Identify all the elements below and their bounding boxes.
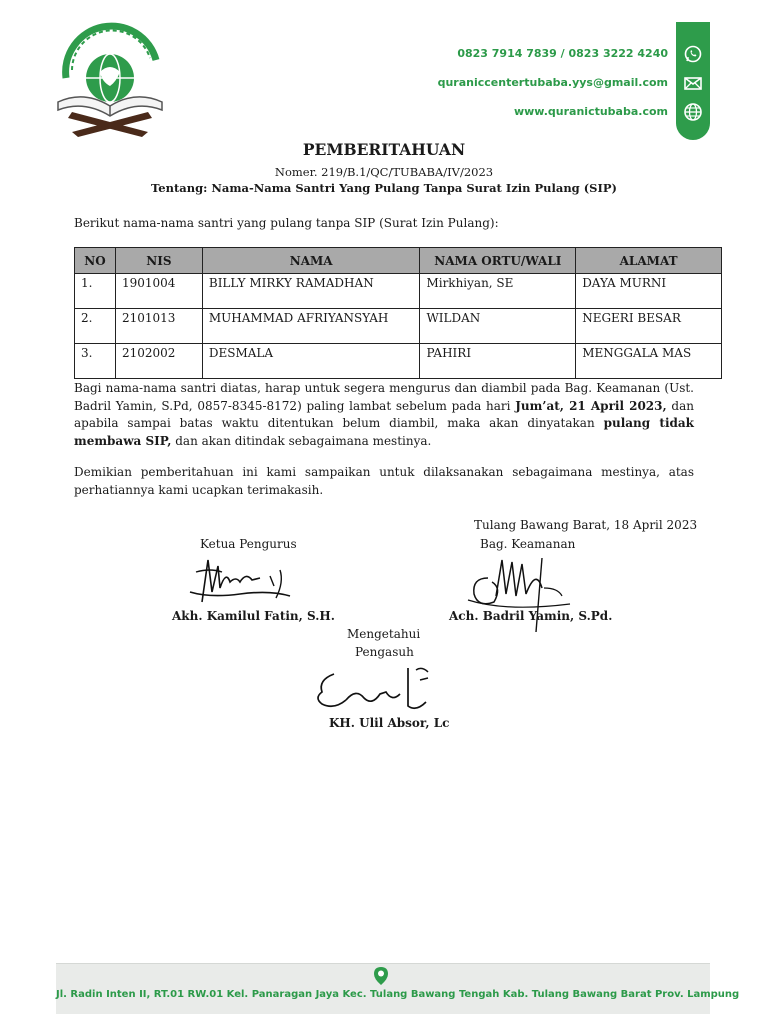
header-alamat: ALAMAT	[576, 248, 722, 274]
letter-subject: Tentang: Nama-Nama Santri Yang Pulang Tanpa Surat Izin Pulang (SIP)	[151, 181, 617, 195]
table-row	[75, 344, 722, 379]
location-pin-icon	[372, 966, 390, 986]
cell-nis: 1901004	[115, 274, 202, 309]
paragraph-text: Bagi nama-nama santri diatas, harap untuk segera mengurus dan diambil pada Bag. Keamanan (Ust. Badril Yamin, S.Pd, 0857-8345-8172) paling lambat sebelum pada hari	[74, 381, 694, 413]
place-date: Tulang Bawang Barat, 18 April 2023	[474, 518, 698, 532]
deadline-paragraph	[74, 380, 694, 450]
right-signer-name: Ach. Badril Yamin, S.Pd.	[449, 609, 613, 623]
left-signer-name: Akh. Kamilul Fatin, S.H.	[172, 609, 335, 623]
table-header-row	[75, 248, 722, 274]
closing-paragraph: Demikian pemberitahuan ini kami sampaikan untuk dilaksanakan sebagaimana mestinya, atas perhatiannya kami ucapkan terimakasih.	[74, 465, 694, 497]
cell-alamat: DAYA MURNI	[576, 274, 722, 309]
cell-nis: 2101013	[115, 309, 202, 344]
globe-icon	[683, 102, 703, 122]
quran-center-logo-icon	[52, 20, 170, 138]
cell-no: 2.	[75, 309, 116, 344]
left-signature-icon	[180, 552, 300, 608]
cell-alamat: MENGGALA MAS	[576, 344, 722, 379]
intro-text: Berikut nama-nama santri yang pulang tanpa SIP (Surat Izin Pulang):	[74, 216, 499, 230]
table-row	[75, 274, 722, 309]
letter-number: Nomer. 219/B.1/QC/TUBABA/IV/2023	[274, 165, 494, 179]
whatsapp-icon	[683, 44, 703, 64]
header-nama: NAMA	[202, 248, 420, 274]
cell-nama: BILLY MIRKY RAMADHAN	[202, 274, 420, 309]
header-no: NO	[75, 248, 116, 274]
header-nama-ortu: NAMA ORTU/WALI	[420, 248, 576, 274]
cell-ortu: Mirkhiyan, SE	[420, 274, 576, 309]
letter-title: PEMBERITAHUAN	[302, 140, 466, 159]
website-text: www.quranictubaba.com	[513, 105, 668, 118]
header-nis: NIS	[115, 248, 202, 274]
phone-text: 0823 7914 7839 / 0823 3222 4240	[457, 47, 668, 60]
cell-ortu: WILDAN	[420, 309, 576, 344]
cell-nama: DESMALA	[202, 344, 420, 379]
right-signer-role: Bag. Keamanan	[480, 537, 576, 551]
bottom-signer-name: KH. Ulil Absor, Lc	[329, 716, 450, 730]
santri-table	[74, 247, 722, 379]
acknowledged-label: Mengetahui	[347, 627, 421, 641]
email-text: quraniccentertubaba.yys@gmail.com	[437, 76, 668, 89]
paragraph-text: dan apabila sampai batas waktu ditentukan belum diambil, maka akan dinyatakan	[74, 398, 694, 430]
footer-address: Jl. Radin Inten II, RT.01 RW.01 Kel. Panaragan Jaya Kec. Tulang Bawang Tengah Kab. Tulang Bawang Barat Prov. Lampung	[56, 989, 740, 1000]
table-row	[75, 309, 722, 344]
cell-nama: MUHAMMAD AFRIYANSYAH	[202, 309, 420, 344]
paragraph-text: dan akan ditindak sebagaimana mestinya.	[171, 433, 432, 448]
consequence-text: pulang tidak membawa SIP,	[74, 416, 694, 448]
cell-no: 1.	[75, 274, 116, 309]
cell-alamat: NEGERI BESAR	[576, 309, 722, 344]
bottom-signer-role: Pengasuh	[355, 645, 414, 659]
cell-ortu: PAHIRI	[420, 344, 576, 379]
deadline-date: Jum’at, 21 April 2023,	[515, 398, 667, 413]
mail-icon	[683, 73, 703, 93]
left-signer-role: Ketua Pengurus	[200, 537, 297, 551]
cell-no: 3.	[75, 344, 116, 379]
cell-nis: 2102002	[115, 344, 202, 379]
contact-icon-strip	[676, 22, 710, 140]
bottom-signature-icon	[312, 662, 444, 716]
